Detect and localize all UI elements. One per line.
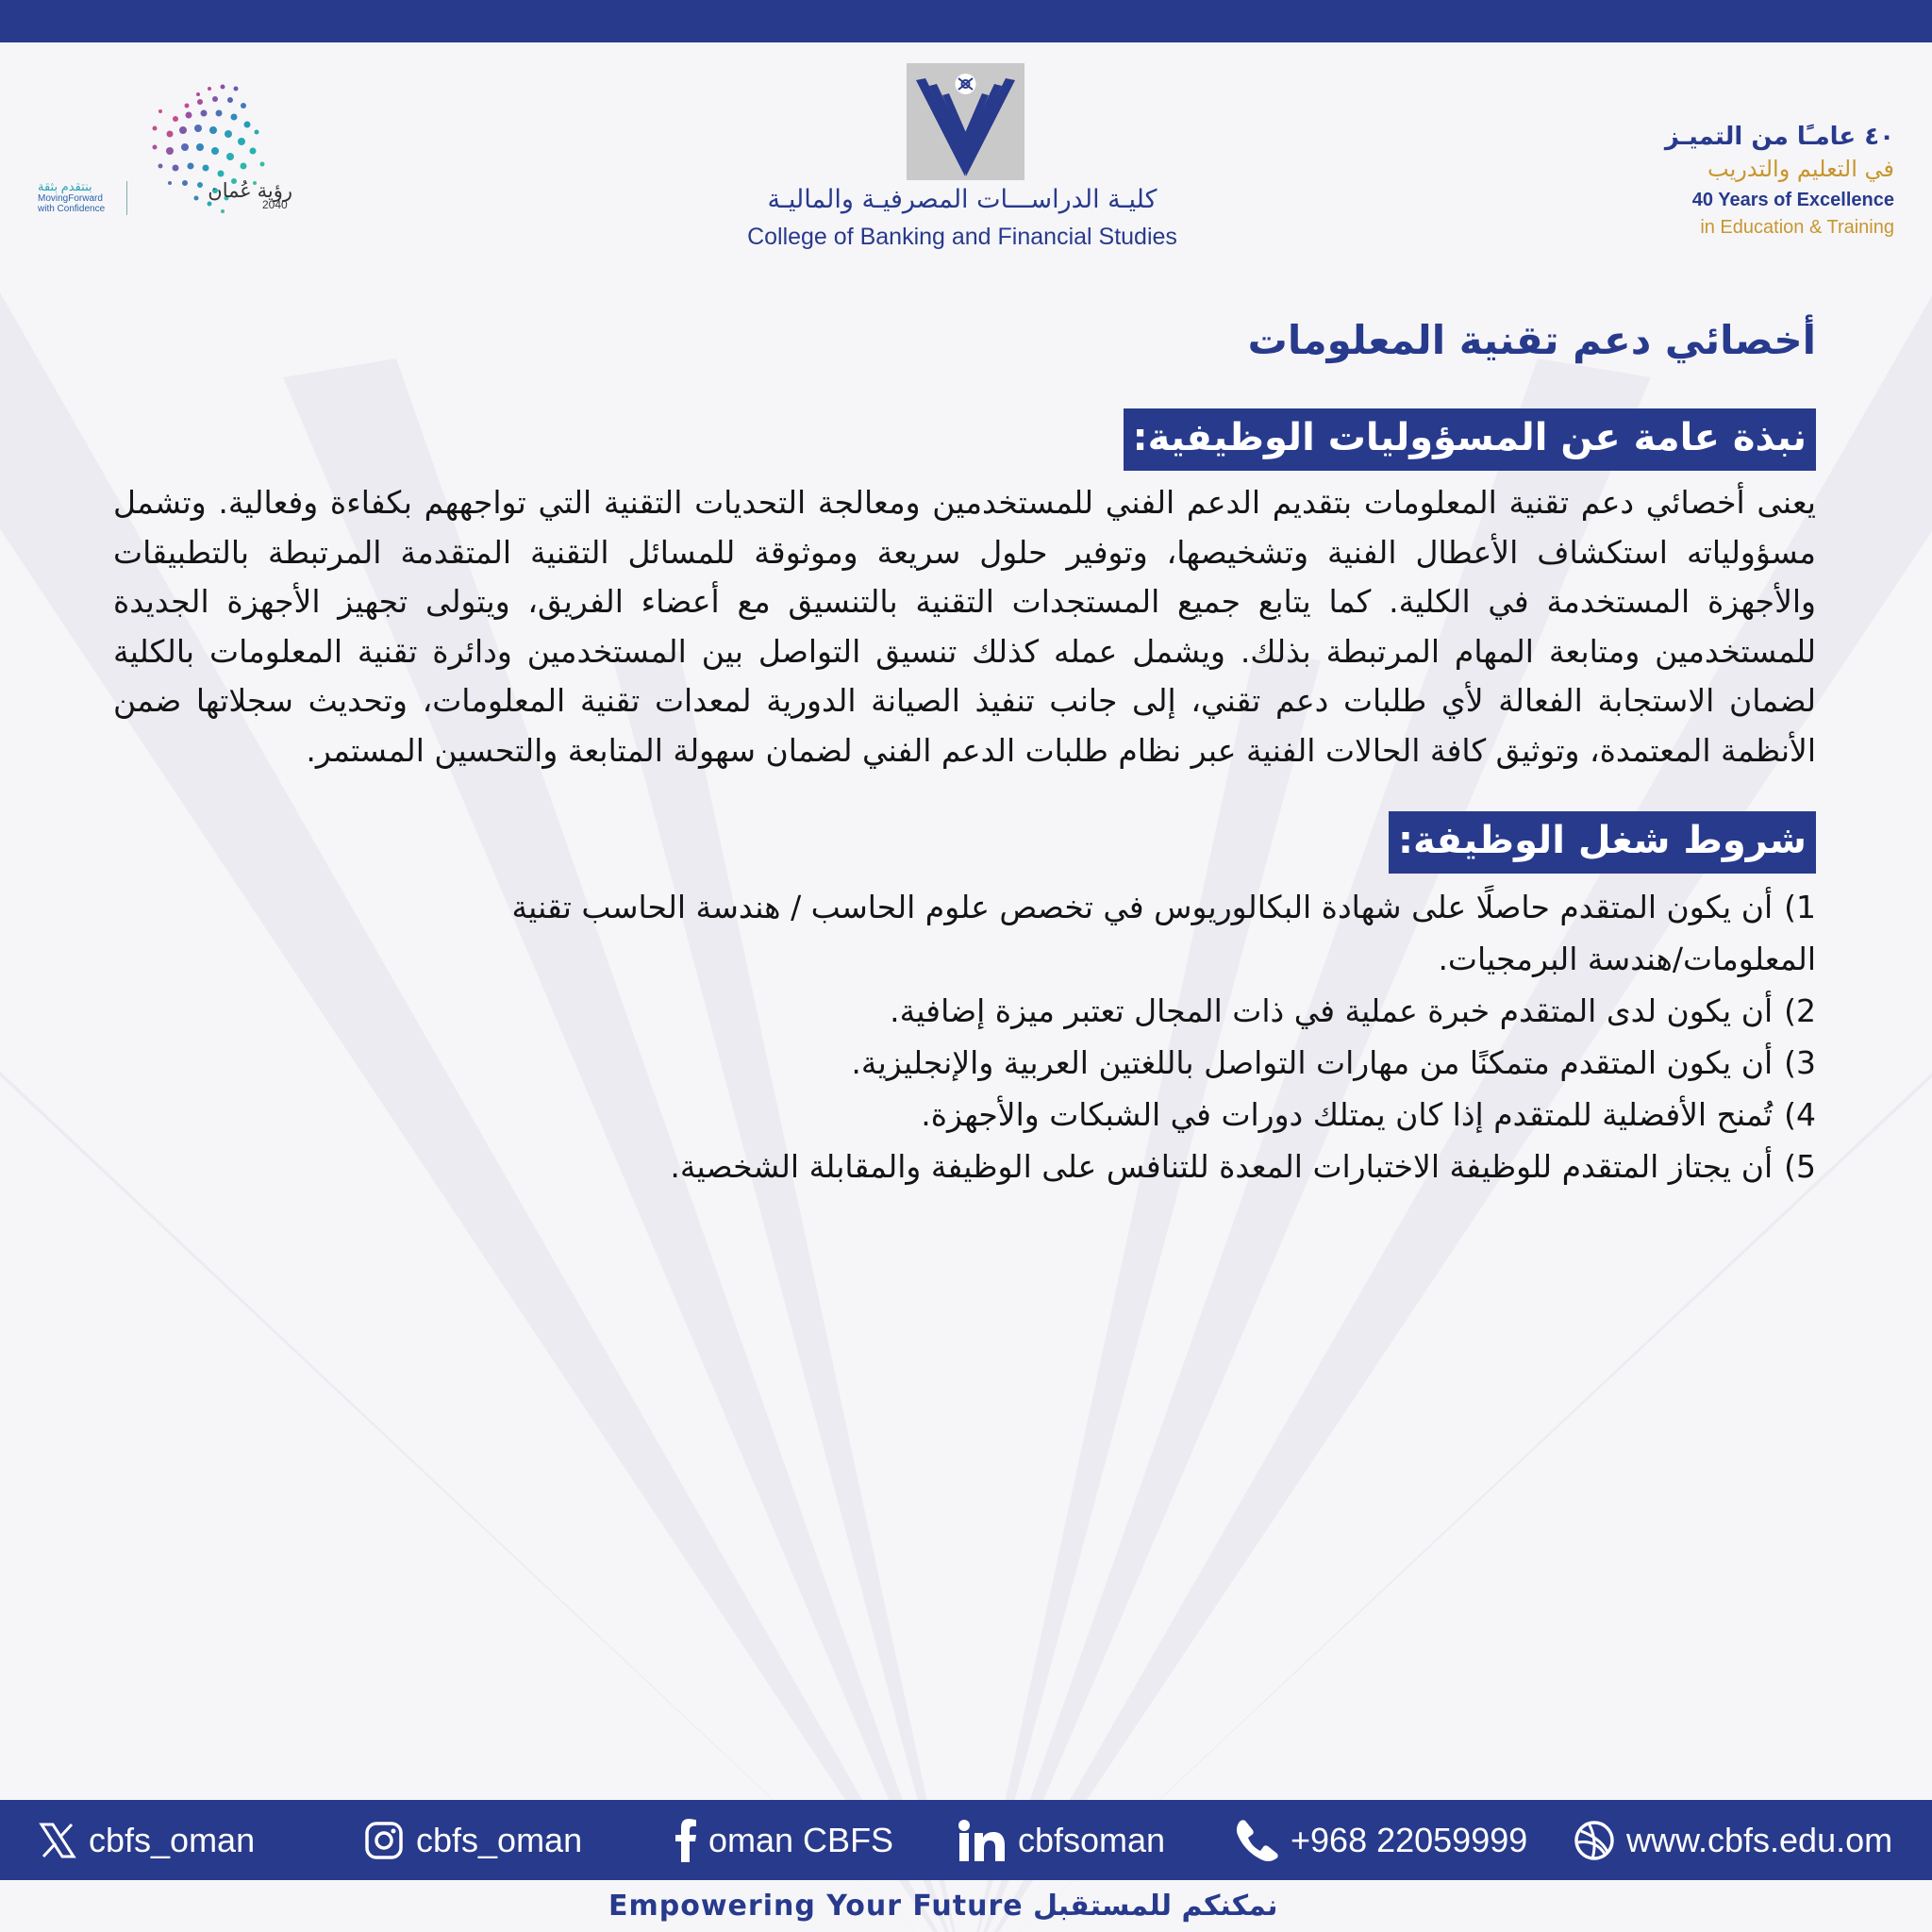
vision-tagline-ar: بنتقدم بثقة xyxy=(38,179,92,193)
college-name-arabic: كليـة الدراســـات المصرفيـة والماليـة xyxy=(767,185,1158,214)
requirement-item xyxy=(113,1037,1816,1089)
oman-vision-wordmark: رؤية عُمان xyxy=(208,180,292,202)
overview-heading-wrap xyxy=(113,408,1816,471)
instagram-icon xyxy=(363,1820,405,1861)
footer-social-bar xyxy=(0,1800,1932,1880)
top-banner-bar xyxy=(0,0,1932,42)
vision-tagline xyxy=(38,179,125,214)
facebook-handle: oman CBFS xyxy=(708,1820,894,1859)
college-emblem-logo xyxy=(907,63,1024,180)
x-link[interactable] xyxy=(38,1800,255,1880)
globe-icon xyxy=(1574,1820,1615,1861)
oman-vision-year: 2040 xyxy=(262,198,288,211)
requirement-text: أن يجتاز المتقدم للوظيفة الاختبارات المعدة للتنافس على الوظيفة والمقابلة الشخصية. xyxy=(670,1148,1774,1185)
requirement-item xyxy=(410,881,1816,985)
requirements-list xyxy=(113,881,1816,1192)
vision-divider xyxy=(126,181,127,215)
requirement-number: 3) xyxy=(1784,1044,1816,1081)
requirement-text: تُمنح الأفضلية للمتقدم إذا كان يمتلك دورات في الشبكات والأجهزة. xyxy=(921,1096,1774,1133)
instagram-link[interactable] xyxy=(363,1800,582,1880)
requirement-item xyxy=(113,1089,1816,1141)
vision-tagline-en-2: with Confidence xyxy=(38,204,106,214)
footer-tagline xyxy=(0,1880,1932,1932)
tagline-arabic: نمكنكم للمستقبل xyxy=(1033,1890,1278,1923)
requirement-number: 2) xyxy=(1784,992,1816,1029)
linkedin-icon xyxy=(958,1820,1007,1861)
tagline-english: Empowering Your Future xyxy=(608,1890,1024,1923)
instagram-handle: cbfs_oman xyxy=(416,1820,583,1859)
anniversary-line-1-ar: ٤٠ عامـًا من التميـز xyxy=(1664,123,1894,151)
anniversary-line-2-en: in Education & Training xyxy=(1700,217,1894,238)
phone-number: +968 22059999 xyxy=(1291,1820,1528,1859)
facebook-icon xyxy=(675,1819,697,1862)
college-name-english: College of Banking and Financial Studies xyxy=(747,224,1177,250)
anniversary-line-1-en: 40 Years of Excellence xyxy=(1691,190,1894,210)
requirement-number: 1) xyxy=(1784,889,1816,925)
linkedin-link[interactable] xyxy=(958,1800,1165,1880)
website-url: www.cbfs.edu.om xyxy=(1626,1820,1893,1859)
requirement-text: أن يكون لدى المتقدم خبرة عملية في ذات المجال تعتبر ميزة إضافية. xyxy=(890,992,1774,1029)
vision-tagline-en-1: MovingForward xyxy=(38,193,103,204)
requirement-text: أن يكون المتقدم حاصلًا على شهادة البكالوريوس في تخصص علوم الحاسب / هندسة الحاسب تقنية المعلومات/هندسة البرمجيات. xyxy=(511,889,1816,977)
job-posting-content xyxy=(113,302,1816,1192)
overview-paragraph: يعنى أخصائي دعم تقنية المعلومات بتقديم الدعم الفني للمستخدمين ومعالجة التحديات التقنية التي تواجههم بكفاءة وفعالية. وتشمل مسؤولياته استكشاف الأعطال الفنية وتشخيصها، وتوفير حلول سريعة وموثوقة للمسائل التقنية المتقدمة المرتبطة بالتطبيقات والأجهزة المستخدمة في الكلية. كما يتابع جميع المستجدات التقنية بالتنسيق مع أعضاء الفريق، ويتولى تجهيز الأجهزة الجديدة للمستخدمين ومتابعة المهام المرتبطة بذلك. ويشمل عمله كذلك تنسيق التواصل بين المستخدمين ودائرة تقنية المعلومات بالكلية لضمان الاستجابة الفعالة لأي طلبات دعم تقني، إلى جانب تنفيذ الصيانة الدورية لمعدات تقنية المعلومات، وتحديث سجلاتها ضمن الأنظمة المعتمدة، وتوثيق كافة الحالات الفنية عبر نظام طلبات الدعم الفني لضمان سهولة المتابعة والتحسين المستمر. xyxy=(113,484,1816,769)
linkedin-handle: cbfsoman xyxy=(1018,1820,1166,1859)
anniversary-badge xyxy=(1611,121,1894,240)
website-link[interactable] xyxy=(1574,1800,1892,1880)
phone-link[interactable] xyxy=(1236,1800,1527,1880)
job-title: أخصائي دعم تقنية المعلومات xyxy=(1247,317,1816,363)
requirements-heading: شروط شغل الوظيفة: xyxy=(1389,811,1816,874)
phone-icon xyxy=(1236,1819,1279,1862)
facebook-link[interactable] xyxy=(675,1800,893,1880)
requirement-number: 5) xyxy=(1784,1148,1816,1185)
requirement-item xyxy=(113,1141,1816,1192)
anniversary-line-2-ar: في التعليم والتدريب xyxy=(1707,156,1894,182)
requirement-number: 4) xyxy=(1784,1096,1816,1133)
requirement-text: أن يكون المتقدم متمكنًا من مهارات التواصل باللغتين العربية والإنجليزية. xyxy=(851,1044,1774,1081)
overview-heading: نبذة عامة عن المسؤوليات الوظيفية: xyxy=(1124,408,1816,471)
x-icon xyxy=(38,1821,77,1860)
x-handle: cbfs_oman xyxy=(89,1820,256,1859)
requirement-item xyxy=(113,985,1816,1037)
requirements-heading-wrap xyxy=(113,811,1816,874)
